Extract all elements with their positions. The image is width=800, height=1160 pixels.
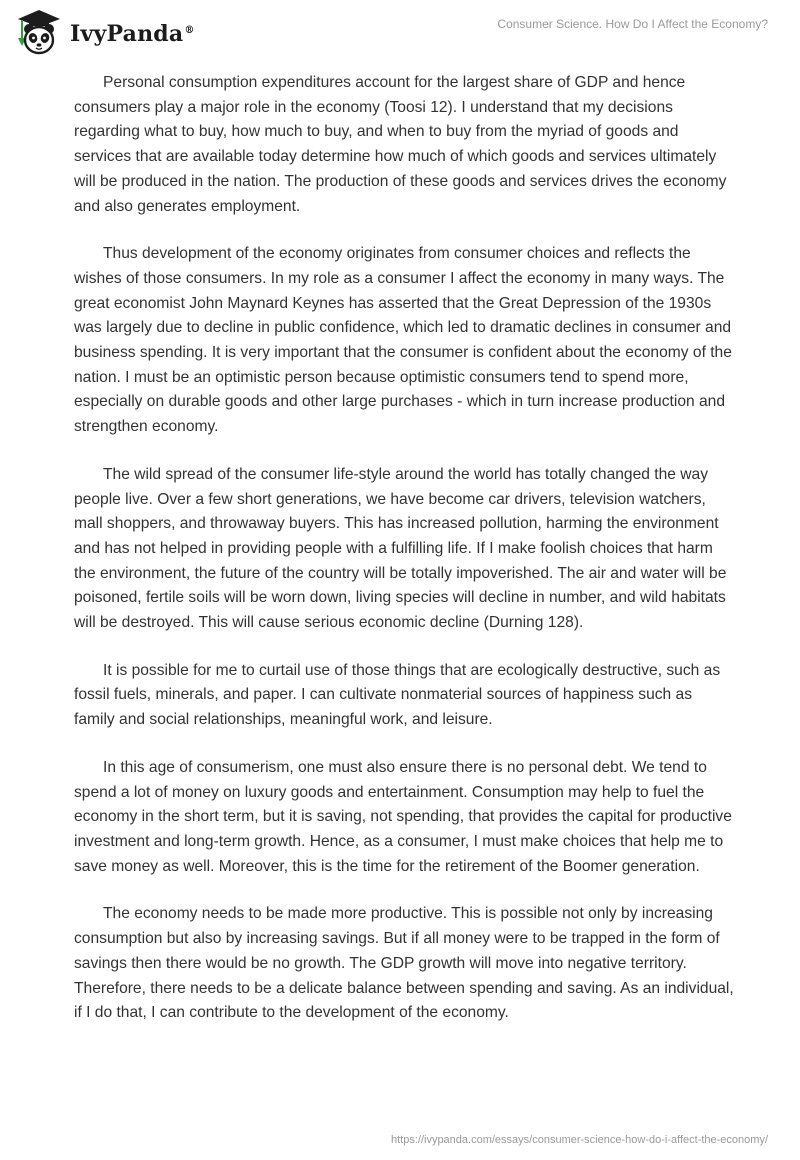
logo-wordmark	[70, 21, 195, 47]
source-url-link[interactable]: https://ivypanda.com/essays/consumer-science-how-do-i-affect-the-economy/	[390, 1134, 768, 1146]
registered-mark: ®	[184, 24, 195, 36]
panda-graduate-icon	[14, 8, 64, 56]
page-header	[0, 0, 800, 64]
logo-wordmark-text: IvyPanda	[70, 21, 184, 47]
essay-body	[74, 71, 734, 1049]
essay-paragraph-2: Thus development of the economy originates from consumer choices and reflects the wishes of those consumers. In my role as a consumer I affect the economy in many ways. The great economist John Maynard Keynes has asserted that the Great Depression of the 1930s was largely due to decline in public confidence, which led to dramatic declines in consumer and business spending. It is very important that the consumer is confident about the economy of the nation. I must be an optimistic person because optimistic consumers tend to spend more, especially on durable goods and other large purchases - which in turn increase production and strengthen economy.	[74, 245, 732, 436]
running-title: Consumer Science. How Do I Affect the Economy?	[497, 17, 768, 31]
ivypanda-logo[interactable]	[14, 8, 195, 56]
essay-paragraph-6: The economy needs to be made more productive. This is possible not only by increasing consumption but also by increasing savings. But if all money were to be trapped in the form of savings then there would be no growth. The GDP growth will move into negative territory. Therefore, there needs to be a delicate balance between spending and saving. As an individual, if I do that, I can contribute to the development of the economy.	[74, 905, 734, 1022]
essay-paragraph-3: The wild spread of the consumer life-style around the world has totally changed the way people live. Over a few short generations, we have become car drivers, television watchers, mall shoppers, and throwaway buyers. This has increased pollution, harming the environment and has not helped in providing people with a fulfilling life. If I make foolish choices that harm the environment, the future of the country will be totally impoverished. The air and water will be poisoned, fertile soils will be worn down, living species will decline in number, and wild habitats will be destroyed. This will cause serious economic decline (Durning 128).	[74, 465, 727, 632]
essay-paragraph-5: In this age of consumerism, one must also ensure there is no personal debt. We tend to spend a lot of money on luxury goods and entertainment. Consumption may help to fuel the economy in the short term, but it is saving, not spending, that provides the capital for productive investment and long-term growth. Hence, as a consumer, I must make choices that help me to save money as well. Moreover, this is the time for the retirement of the Boomer generation.	[74, 758, 732, 875]
essay-paragraph-1: Personal consumption expenditures account for the largest share of GDP and hence consumers play a major role in the economy (Toosi 12). I understand that my decisions regarding what to buy, how much to buy, and when to buy from the myriad of goods and services that are available today determine how much of which goods and services ultimately will be produced in the nation. The production of these goods and services drives the economy and also generates employment.	[74, 74, 727, 215]
essay-paragraph-4: It is possible for me to curtail use of those things that are ecologically destructive, such as fossil fuels, minerals, and paper. I can cultivate nonmaterial sources of happiness such as family and social relationships, meaningful work, and leisure.	[74, 661, 721, 729]
